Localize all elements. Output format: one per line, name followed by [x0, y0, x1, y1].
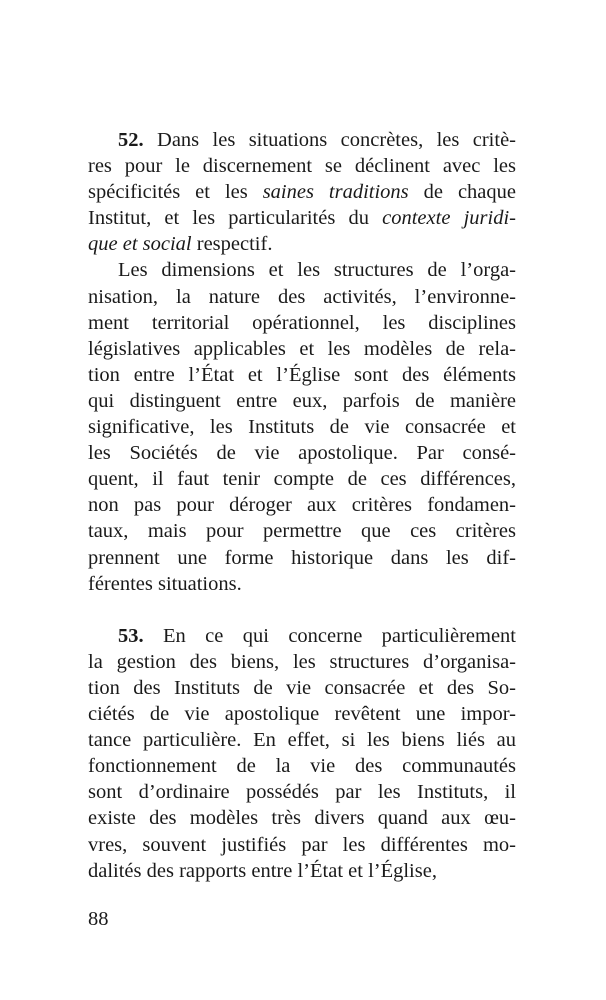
text-line	[88, 649, 516, 675]
text-segment: la gestion des biens, les structures d’organisa-	[88, 650, 516, 673]
text-segment: respectif.	[191, 233, 273, 256]
italic-text: que et social	[88, 233, 192, 256]
text-segment: nisation, la nature des activités, l’environne-	[88, 285, 516, 308]
text-segment: quent, il faut tenir compte de ces différences,	[88, 468, 516, 491]
text-segment: Dans les situations concrètes, les critè-	[143, 129, 516, 151]
text-line	[88, 257, 516, 283]
text-line	[88, 858, 516, 884]
text-segment: taux, mais pour permettre que ces critères	[88, 520, 516, 543]
text-line	[88, 231, 516, 257]
text-line	[88, 571, 516, 597]
text-segment: vres, souvent justifiés par les différentes mo-	[88, 833, 516, 856]
text-line	[88, 701, 516, 727]
text-segment: En ce qui concerne particulièrement	[143, 624, 516, 647]
text-line	[88, 127, 516, 153]
paragraph-number: 52.	[118, 129, 144, 151]
text-segment: spécificités et les	[88, 181, 263, 204]
text-segment: férentes situations.	[88, 572, 242, 595]
text-line	[88, 727, 516, 753]
paragraph-number: 53.	[118, 624, 144, 647]
text-segment: fonctionnement de la vie des communautés	[88, 755, 516, 778]
text-segment: de chaque	[408, 181, 516, 204]
text-line	[88, 336, 516, 362]
text-line	[88, 779, 516, 805]
text-line	[88, 832, 516, 858]
text-line	[88, 805, 516, 831]
text-segment: Les dimensions et les structures de l’orga-	[118, 259, 516, 282]
paragraph	[88, 257, 516, 596]
text-segment: prennent une forme historique dans les dif-	[88, 546, 516, 569]
text-segment: ment territorial opérationnel, les disciplines	[88, 311, 516, 334]
text-segment: res pour le discernement se déclinent avec les	[88, 155, 516, 178]
text-segment: Institut, et les particularités du	[88, 207, 383, 230]
text-line	[88, 518, 516, 544]
text-line	[88, 310, 516, 336]
page-number: 88	[88, 908, 109, 930]
text-line	[88, 153, 516, 179]
paragraph-gap	[88, 597, 516, 623]
text-segment: législatives applicables et les modèles de rela-	[88, 337, 516, 360]
text-line	[88, 440, 516, 466]
text-segment: significative, les Instituts de vie consacrée et	[88, 416, 516, 439]
text-line	[88, 675, 516, 701]
text-segment: ciétés de vie apostolique revêtent une impor-	[88, 703, 516, 726]
text-line	[88, 414, 516, 440]
paragraph	[88, 127, 516, 257]
text-segment: tion entre l’État et l’Église sont des éléments	[88, 363, 516, 386]
text-line	[88, 284, 516, 310]
text-line	[88, 753, 516, 779]
text-line	[88, 388, 516, 414]
text-segment: les Sociétés de vie apostolique. Par consé-	[88, 442, 516, 465]
text-line	[88, 492, 516, 518]
text-line	[88, 179, 516, 205]
text-line	[88, 623, 516, 649]
text-line	[88, 466, 516, 492]
text-segment: tion des Instituts de vie consacrée et des So-	[88, 676, 516, 699]
text-line	[88, 205, 516, 231]
text-line	[88, 362, 516, 388]
italic-text: contexte juridi-	[382, 207, 516, 230]
body-text	[88, 127, 516, 884]
text-segment: qui distinguent entre eux, parfois de manière	[88, 389, 516, 412]
text-segment: dalités des rapports entre l’État et l’Église,	[88, 859, 437, 882]
text-line	[88, 545, 516, 571]
text-segment: tance particulière. En effet, si les biens liés au	[88, 729, 516, 752]
text-segment: non pas pour déroger aux critères fondamen-	[88, 494, 516, 517]
paragraph	[88, 623, 516, 884]
text-segment: existe des modèles très divers quand aux œu-	[88, 807, 516, 830]
text-segment: sont d’ordinaire possédés par les Instituts, il	[88, 781, 516, 804]
italic-text: saines traditions	[262, 181, 409, 204]
